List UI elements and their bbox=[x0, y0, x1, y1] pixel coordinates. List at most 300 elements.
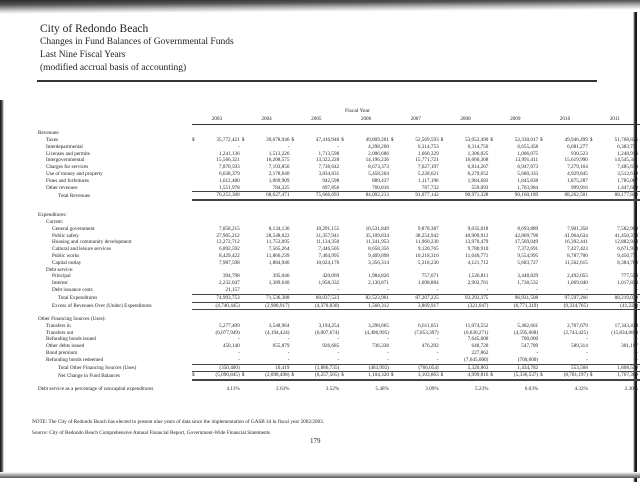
year-header: 2006 bbox=[341, 115, 391, 124]
currency-symbol bbox=[590, 330, 597, 337]
cell-value: 31,357,941 bbox=[315, 232, 340, 239]
currency-symbol bbox=[490, 273, 497, 280]
currency-symbol bbox=[590, 192, 597, 200]
currency-symbol bbox=[242, 287, 249, 294]
cell-value: - bbox=[299, 357, 341, 364]
currency-symbol bbox=[540, 280, 547, 287]
currency-symbol bbox=[590, 178, 597, 185]
currency-symbol bbox=[490, 302, 497, 310]
currency-symbol bbox=[540, 253, 547, 260]
currency-symbol bbox=[242, 323, 249, 330]
currency-symbol bbox=[192, 164, 199, 171]
cell-value: - bbox=[448, 287, 490, 294]
cell-value: 4,999,816 bbox=[448, 372, 490, 380]
currency-symbol bbox=[291, 253, 298, 260]
cell-value: (4,595,668) bbox=[513, 329, 539, 336]
row-label: Charges for services bbox=[46, 164, 89, 171]
cell-value: (6,771,319) bbox=[498, 302, 540, 310]
currency-symbol bbox=[341, 233, 348, 240]
table-row bbox=[38, 323, 640, 330]
cell-value: 42,869,798 bbox=[514, 232, 539, 239]
currency-symbol bbox=[192, 330, 199, 337]
cell-value: 6.03% bbox=[524, 386, 539, 393]
year-header: 2008 bbox=[441, 115, 491, 124]
currency-symbol bbox=[341, 192, 348, 200]
year-header: 2007 bbox=[391, 115, 441, 124]
cell-value: 9,450,771 bbox=[617, 253, 638, 260]
cell-value: 5,482,661 bbox=[517, 322, 539, 329]
currency-symbol bbox=[341, 178, 348, 185]
currency-symbol bbox=[540, 287, 547, 294]
currency-symbol bbox=[391, 157, 398, 164]
footnote: NOTE: The City of Redondo Beach has elected to present nine years of data since the implementation of GASB 34 in fiscal year 2002/2003. bbox=[32, 419, 325, 425]
cell-value: - bbox=[348, 357, 390, 364]
currency-symbol bbox=[192, 185, 199, 192]
currency-symbol bbox=[192, 178, 199, 185]
cell-value: 1,875,287 bbox=[567, 177, 588, 184]
currency-symbol bbox=[391, 185, 398, 192]
cell-value: 1,984,683 bbox=[467, 177, 489, 184]
cell-value: 80,037,523 bbox=[299, 294, 341, 302]
currency-symbol bbox=[242, 386, 249, 393]
cell-value: 88,219,070 bbox=[597, 294, 640, 302]
currency-symbol bbox=[341, 323, 348, 330]
section-other-financing bbox=[38, 316, 640, 323]
currency-symbol: $ bbox=[441, 372, 448, 380]
currency-symbol bbox=[341, 386, 348, 393]
currency-symbol bbox=[291, 246, 298, 253]
cell-value: 7,858,215 bbox=[218, 225, 240, 232]
year-header: 2009 bbox=[490, 115, 540, 124]
currency-symbol bbox=[490, 233, 497, 240]
cell-value: 5,318,230 bbox=[417, 259, 439, 266]
currency-symbol bbox=[242, 343, 249, 350]
row-label: Licenses and permits bbox=[46, 150, 90, 157]
cell-value: - bbox=[337, 336, 340, 343]
cell-value: 10,291,155 bbox=[315, 225, 340, 232]
row-label: Taxes bbox=[46, 137, 59, 144]
currency-symbol bbox=[490, 386, 497, 393]
currency-symbol bbox=[391, 287, 398, 294]
cell-value: 1,513,226 bbox=[268, 150, 290, 157]
cell-value: - bbox=[436, 336, 439, 343]
row-label: Housing and community development bbox=[52, 239, 132, 246]
currency-symbol bbox=[341, 253, 348, 260]
currency-symbol bbox=[391, 192, 398, 200]
currency-symbol bbox=[242, 233, 249, 240]
currency-symbol bbox=[441, 246, 448, 253]
currency-symbol bbox=[192, 386, 199, 393]
currency-symbol bbox=[391, 323, 398, 330]
source-note: Source: City of Redondo Beach Comprehensive Annual Financial Report, Government-Wide Financial Statements bbox=[32, 430, 271, 436]
cell-value: 7,565,264 bbox=[268, 246, 290, 253]
table-row bbox=[38, 178, 640, 185]
table-row bbox=[38, 343, 640, 350]
currency-symbol bbox=[242, 246, 249, 253]
cell-value: 1,551,978 bbox=[199, 185, 241, 192]
currency-symbol bbox=[242, 171, 249, 178]
cell-value: 4,121,712 bbox=[467, 259, 489, 266]
currency-symbol bbox=[192, 233, 199, 240]
currency-symbol bbox=[242, 294, 249, 302]
cell-value: 2,902,761 bbox=[467, 280, 489, 287]
cell-value: 2.30% bbox=[624, 386, 638, 393]
currency-symbol bbox=[341, 336, 348, 343]
table-row bbox=[38, 192, 640, 200]
currency-symbol bbox=[590, 280, 597, 287]
cell-value: 7,193,850 bbox=[268, 164, 290, 171]
currency-symbol bbox=[242, 350, 249, 357]
cell-value: 6,314,750 bbox=[467, 143, 489, 150]
cell-value: 7,645,000 bbox=[467, 336, 489, 343]
cell-value: 3,298,665 bbox=[368, 322, 389, 329]
section-other-financing-label: Other Financing Sources (Uses): bbox=[38, 315, 106, 322]
cell-value: 559,093 bbox=[448, 185, 490, 192]
currency-symbol bbox=[391, 151, 398, 158]
table-row bbox=[38, 372, 640, 380]
currency-symbol bbox=[341, 151, 348, 158]
currency-symbol: $ bbox=[341, 137, 344, 144]
currency-symbol bbox=[540, 185, 547, 192]
currency-symbol bbox=[590, 273, 597, 280]
cell-value: 7,279,164 bbox=[567, 164, 588, 171]
currency-symbol bbox=[391, 144, 398, 151]
currency-symbol bbox=[441, 364, 448, 372]
cell-value: 74,993,753 bbox=[199, 294, 241, 302]
currency-symbol bbox=[291, 302, 298, 310]
cell-value: (5,336,537) bbox=[498, 372, 540, 380]
cell-value: 926,685 bbox=[322, 343, 340, 350]
cell-value: - bbox=[249, 287, 291, 294]
cell-value: 8,693,889 bbox=[517, 225, 539, 232]
cell-value: - bbox=[586, 336, 588, 343]
cell-value: - bbox=[199, 357, 241, 364]
row-label: Cultural and leisure services bbox=[52, 246, 111, 253]
year-header: 2011 bbox=[590, 115, 640, 124]
currency-symbol bbox=[590, 336, 597, 343]
currency-symbol: $ bbox=[192, 372, 199, 380]
currency-symbol bbox=[540, 239, 547, 246]
currency-symbol bbox=[242, 151, 249, 158]
cell-value: 1,447,680 bbox=[597, 185, 640, 192]
currency-symbol bbox=[391, 350, 398, 357]
currency-symbol bbox=[540, 302, 547, 310]
page-number: 179 bbox=[310, 437, 321, 445]
currency-symbol bbox=[291, 144, 298, 151]
currency-symbol bbox=[192, 260, 199, 267]
cell-value: 1,306,025 bbox=[467, 150, 489, 157]
cell-value: 8,429,422 bbox=[218, 253, 240, 260]
cell-value: 6,655,458 bbox=[517, 143, 539, 150]
currency-symbol bbox=[540, 171, 547, 178]
row-label: Transfers in bbox=[46, 322, 71, 329]
cell-value: 7,901,358 bbox=[567, 225, 588, 232]
currency-symbol bbox=[291, 280, 298, 287]
cell-value: 51,768,825 bbox=[614, 137, 638, 144]
cell-value: 9,780,910 bbox=[467, 246, 489, 253]
currency-symbol bbox=[242, 357, 249, 364]
currency-symbol bbox=[391, 336, 398, 343]
cell-value: 41,964,634 bbox=[564, 232, 588, 239]
cell-value: 28,548,022 bbox=[266, 232, 290, 239]
currency-symbol bbox=[192, 192, 199, 200]
cell-value: 8,384,700 bbox=[617, 259, 638, 266]
cell-value: 71,536,388 bbox=[249, 294, 291, 302]
cell-value: - bbox=[287, 143, 290, 150]
currency-symbol bbox=[242, 144, 249, 151]
cell-value: 16,208,575 bbox=[266, 157, 290, 164]
currency-symbol bbox=[242, 253, 249, 260]
scan-shadow-top bbox=[0, 0, 640, 14]
currency-symbol bbox=[391, 357, 398, 364]
currency-symbol bbox=[590, 294, 597, 302]
cell-value: 8,134,136 bbox=[268, 225, 290, 232]
row-label: Principal bbox=[52, 273, 71, 280]
section-expenditures-label: Expenditures: bbox=[38, 212, 67, 219]
currency-symbol bbox=[341, 287, 348, 294]
cell-value: (5,090,845) bbox=[199, 372, 241, 380]
row-label: Capital outlay bbox=[52, 259, 82, 266]
currency-symbol bbox=[242, 157, 249, 164]
currency-symbol bbox=[540, 323, 547, 330]
cell-value: 11,134,350 bbox=[316, 239, 340, 246]
currency-symbol: $ bbox=[390, 137, 394, 144]
cell-value: (6,630,271) bbox=[464, 329, 489, 336]
cell-value: 84,092,213 bbox=[348, 192, 390, 200]
cell-value: (700,000) bbox=[498, 357, 540, 364]
cell-value: 553,568 bbox=[547, 364, 589, 372]
row-label: Refunding bonds issued bbox=[46, 336, 96, 343]
cell-value: 420,069 bbox=[322, 273, 340, 280]
currency-symbol bbox=[441, 233, 448, 240]
currency-symbol bbox=[242, 273, 249, 280]
cell-value: 476,292 bbox=[421, 343, 439, 350]
cell-value: 395,046 bbox=[272, 273, 290, 280]
currency-symbol bbox=[391, 253, 398, 260]
cell-value: 700,000 bbox=[521, 336, 539, 343]
cell-value: (463,992) bbox=[348, 364, 390, 372]
cell-value: 6,671,934 bbox=[617, 246, 638, 253]
currency-symbol bbox=[441, 192, 448, 200]
currency-symbol bbox=[490, 157, 497, 164]
cell-value: - bbox=[387, 349, 389, 356]
cell-value: - bbox=[348, 287, 390, 294]
currency-symbol bbox=[242, 364, 249, 372]
document-header bbox=[40, 22, 234, 75]
table-row bbox=[38, 164, 640, 171]
cell-value: - bbox=[299, 287, 341, 294]
currency-symbol bbox=[391, 386, 398, 393]
currency-symbol: $ bbox=[241, 137, 245, 144]
cell-value: 1,703,984 bbox=[498, 185, 540, 192]
scan-shadow-left bbox=[0, 100, 4, 478]
currency-symbol bbox=[540, 164, 547, 171]
cell-value: 3,448,829 bbox=[517, 273, 539, 280]
cell-value: 11,074,552 bbox=[465, 322, 489, 329]
table-row bbox=[38, 260, 640, 267]
table-row bbox=[38, 294, 640, 302]
row-label: Excess of Revenues Over (Under) Expenditures bbox=[52, 302, 152, 309]
cell-value: (321,047) bbox=[448, 302, 490, 310]
cell-value: 4.11% bbox=[226, 386, 240, 393]
cell-value: 15,771,721 bbox=[415, 157, 439, 164]
currency-symbol bbox=[441, 253, 448, 260]
cell-value: - bbox=[547, 287, 589, 294]
table-row bbox=[38, 239, 640, 246]
cell-value: (7,853,397) bbox=[414, 329, 439, 336]
cell-value: 1,104,320 bbox=[348, 372, 390, 380]
currency-symbol bbox=[490, 178, 497, 185]
cell-value: 760,816 bbox=[348, 185, 390, 192]
table-row bbox=[38, 280, 640, 287]
cell-value: 93,292,375 bbox=[448, 294, 490, 302]
cell-value: 1,767,309 bbox=[597, 372, 640, 380]
currency-symbol bbox=[590, 171, 597, 178]
cell-value: 2,006,686 bbox=[368, 150, 389, 157]
currency-symbol bbox=[192, 287, 199, 294]
currency-symbol bbox=[291, 364, 298, 372]
currency-symbol bbox=[242, 226, 249, 233]
document-period: Last Nine Fiscal Years bbox=[40, 50, 126, 60]
currency-symbol bbox=[540, 343, 547, 350]
cell-value: 47,416,940 bbox=[315, 137, 340, 144]
cell-value: - bbox=[597, 357, 640, 364]
cell-value: 4,298,260 bbox=[368, 143, 389, 150]
cell-value: 88,262,501 bbox=[547, 192, 589, 200]
currency-symbol: $ bbox=[590, 372, 597, 380]
cell-value: 9,878,387 bbox=[417, 225, 439, 232]
currency-symbol bbox=[441, 386, 448, 393]
cell-value: 4.32% bbox=[574, 386, 588, 393]
row-label: Use of money and property bbox=[46, 171, 103, 178]
table-row bbox=[38, 137, 640, 144]
cell-value: 3,512,619 bbox=[617, 171, 638, 178]
cell-value: 2,492,055 bbox=[567, 273, 588, 280]
cell-value: 1,612,480 bbox=[218, 177, 240, 184]
cell-value: 4,929,845 bbox=[567, 171, 588, 178]
currency-symbol bbox=[540, 350, 547, 357]
cell-value: 3,194,254 bbox=[318, 322, 340, 329]
currency-symbol bbox=[490, 287, 497, 294]
cell-value: 1,660,329 bbox=[417, 150, 439, 157]
currency-symbol bbox=[341, 157, 348, 164]
currency-symbol bbox=[490, 151, 497, 158]
cell-value: 1,241,136 bbox=[218, 150, 240, 157]
currency-symbol: $ bbox=[589, 137, 593, 144]
currency-symbol bbox=[291, 287, 298, 294]
year-header: 2010 bbox=[540, 115, 590, 124]
currency-symbol bbox=[590, 364, 597, 372]
cell-value: 777,554 bbox=[621, 273, 638, 280]
cell-value: 10,531,849 bbox=[365, 225, 389, 232]
cell-value: 35,109,834 bbox=[365, 232, 389, 239]
cell-value: 7,446,505 bbox=[318, 246, 340, 253]
currency-symbol bbox=[291, 185, 298, 192]
currency-symbol: $ bbox=[490, 137, 493, 144]
cell-value: 394,798 bbox=[222, 273, 240, 280]
cell-value: - bbox=[337, 143, 340, 150]
currency-symbol bbox=[391, 280, 398, 287]
currency-symbol bbox=[441, 178, 448, 185]
scan-shadow-bottom bbox=[0, 472, 640, 478]
table-row bbox=[38, 253, 640, 260]
cell-value: 96,931,508 bbox=[498, 294, 540, 302]
currency-symbol bbox=[441, 171, 448, 178]
cell-value: 17,569,049 bbox=[514, 239, 539, 246]
cell-value: 2.63% bbox=[276, 386, 290, 393]
cell-value: 1,069,040 bbox=[567, 280, 588, 287]
cell-value: 6,814,267 bbox=[467, 164, 489, 171]
currency-symbol bbox=[490, 246, 497, 253]
currency-symbol bbox=[590, 260, 597, 267]
subsection-debt-service-label: Debt service: bbox=[46, 266, 74, 273]
currency-symbol bbox=[490, 343, 497, 350]
cell-value: - bbox=[498, 287, 540, 294]
currency-symbol bbox=[441, 280, 448, 287]
cell-value: 7,582,969 bbox=[617, 225, 638, 232]
cell-value: 7,987,598 bbox=[218, 259, 240, 266]
currency-symbol: $ bbox=[291, 137, 295, 144]
cell-value: 10,419 bbox=[249, 364, 291, 372]
currency-symbol bbox=[540, 157, 547, 164]
cell-value: 14,196,236 bbox=[365, 157, 389, 164]
cell-value: 7,404,995 bbox=[318, 253, 340, 260]
row-label: Other revenues bbox=[46, 184, 78, 191]
currency-symbol bbox=[242, 192, 249, 200]
cell-value: 1,389,640 bbox=[268, 280, 290, 287]
currency-symbol bbox=[192, 336, 199, 343]
currency-symbol bbox=[341, 171, 348, 178]
currency-symbol bbox=[192, 171, 199, 178]
currency-symbol bbox=[291, 171, 298, 178]
currency-symbol bbox=[291, 273, 298, 280]
row-label: Net Change in Fund Balances bbox=[58, 372, 120, 379]
cell-value: 38,254,942 bbox=[415, 232, 439, 239]
currency-symbol bbox=[590, 302, 597, 310]
subsection-current bbox=[38, 219, 640, 226]
currency-symbol bbox=[540, 260, 547, 267]
cell-value: 227,862 bbox=[471, 349, 489, 356]
cell-value: 6,947,073 bbox=[517, 164, 539, 171]
currency-symbol bbox=[540, 294, 547, 302]
currency-symbol bbox=[490, 330, 497, 337]
currency-symbol: $ bbox=[540, 137, 543, 144]
currency-symbol bbox=[391, 302, 398, 310]
row-label: Total Other Financing Sources (Uses) bbox=[58, 364, 137, 371]
currency-symbol bbox=[341, 280, 348, 287]
currency-symbol: $ bbox=[291, 372, 298, 380]
row-label: Fines and forfeitures bbox=[46, 177, 89, 184]
currency-symbol bbox=[590, 233, 597, 240]
currency-symbol bbox=[192, 151, 199, 158]
currency-symbol bbox=[490, 144, 497, 151]
currency-symbol bbox=[391, 178, 398, 185]
cell-value: 11,046,771 bbox=[465, 253, 489, 260]
cell-value: 5,320,863 bbox=[448, 364, 490, 372]
currency-symbol bbox=[192, 280, 199, 287]
cell-value: 10,218,316 bbox=[415, 253, 439, 260]
cell-value: (41,221) bbox=[597, 302, 640, 310]
currency-symbol bbox=[441, 336, 448, 343]
currency-symbol bbox=[590, 144, 597, 151]
cell-value: 97,597,266 bbox=[547, 294, 589, 302]
currency-symbol bbox=[291, 386, 298, 393]
currency-symbol: $ bbox=[242, 372, 249, 380]
currency-symbol bbox=[441, 239, 448, 246]
cell-value: 6,892,592 bbox=[218, 246, 240, 253]
cell-value: 7,372,691 bbox=[517, 246, 539, 253]
cell-value: 1,845,838 bbox=[517, 177, 539, 184]
